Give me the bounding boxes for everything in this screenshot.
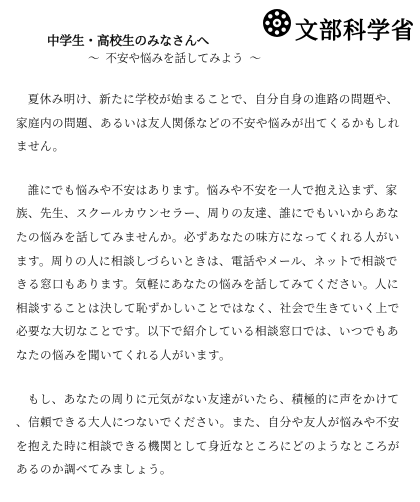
header <box>0 0 420 75</box>
subtitle-suffix: ～ <box>249 51 261 65</box>
page-subtitle <box>82 50 267 66</box>
mext-logo <box>262 8 420 44</box>
logo-text: 文部科学省 <box>295 18 415 44</box>
subtitle-text: 不安や悩みを話してみよう <box>105 51 244 65</box>
paragraph-2: 誰にでも悩みや不安はあります。悩みや不安を一人で抱え込まず、家族、先生、スクールカウンセラー、周りの友達、誰にでもいいからあなたの悩みを話してみませんか。必ずあなたの味方になってくれる人がいます。周りの人に相談しづらいときは、電話やメール、ネットで相談できる窓口もあります。気軽にあなたの悩みを話してみてください。人に相談することは決して恥ずかしいことではなく、社会で生きていく上で必要な大切なことです。以下で紹介している相談窓口では、いつでもあなたの悩みを聞いてくれる人がいます。 <box>16 182 400 362</box>
mext-emblem-icon <box>262 8 292 38</box>
paragraph-1: 夏休み明け、新たに学校が始まることで、自分自身の進路の問題や、家庭内の問題、あるいは友人関係などの不安や悩みが出てくるかもしれません。 <box>16 92 400 154</box>
paragraph-3: もし、あなたの周りに元気がない友達がいたら、積極的に声をかけて、信頼できる大人につないでください。また、自分や友人が悩みや不安を抱えた時に相談できる機関として身近なところにどのようなところがあるのか調べてみましょう。 <box>16 391 400 477</box>
subtitle-prefix: ～ <box>88 51 100 65</box>
body-text <box>16 88 408 502</box>
page-title: 中学生・高校生のみなさんへ <box>47 33 210 48</box>
